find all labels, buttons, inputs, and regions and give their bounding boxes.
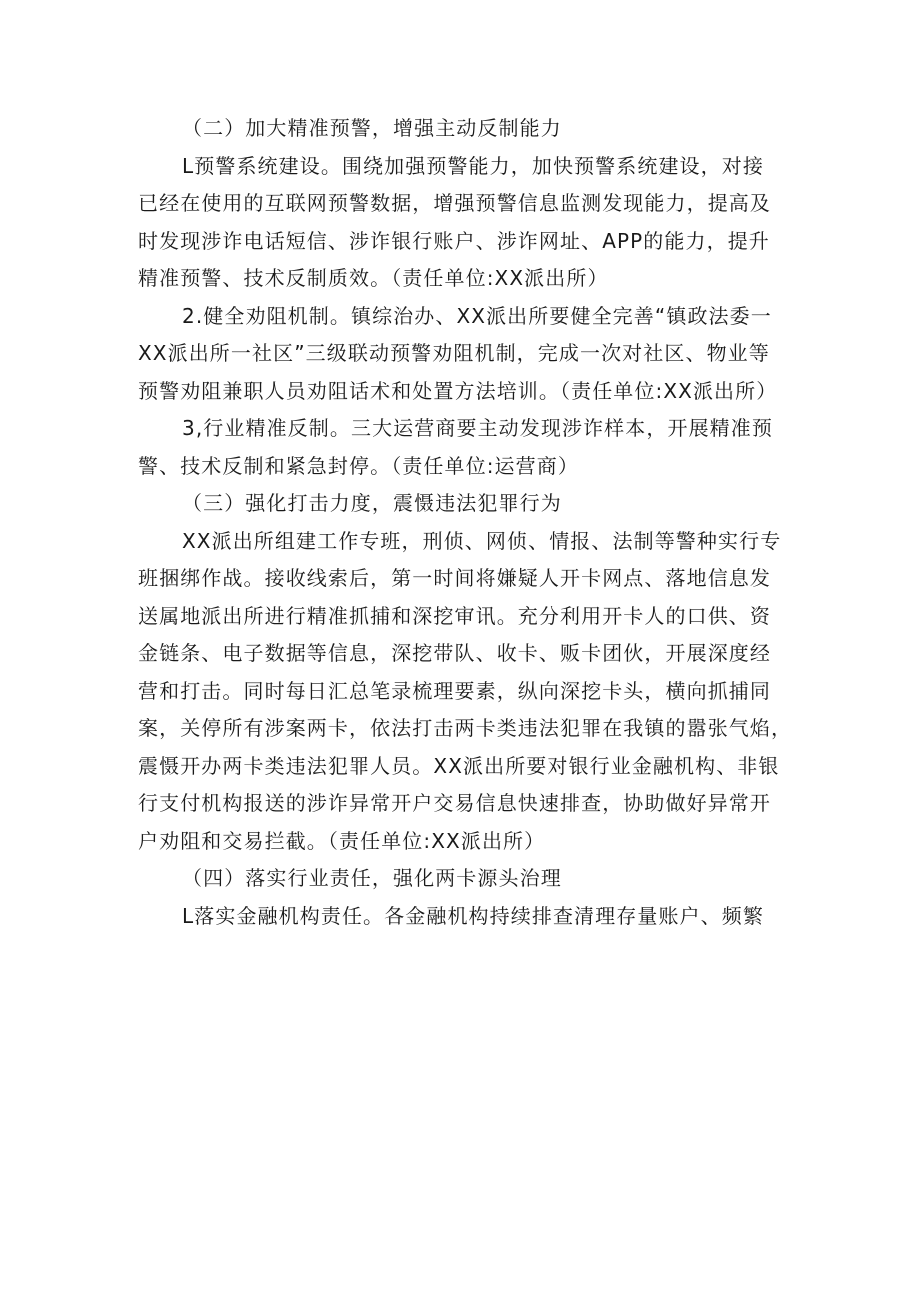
paragraph-line: L预警系统建设。围绕加强预警能力，加快预警系统建设，对接: [182, 153, 764, 178]
paragraph-line: 班捆绑作战。接收线索后，第一时间将嫌疑人开卡网点、落地信息发: [138, 566, 771, 590]
paragraph-line: 精准预警、技术反制质效。（责任单位:XX派出所）: [138, 266, 609, 290]
section-heading-2: （二）加大精准预警，增强主动反制能力: [182, 116, 562, 140]
section-heading-4: （四）落实行业责任，强化两卡源头治理: [182, 866, 562, 890]
paragraph-line: 警、技术反制和紧急封停。（责任单位:运营商）: [138, 453, 579, 478]
paragraph-line: XX派出所组建工作专班，刑侦、网侦、情报、法制等警种实行专: [182, 528, 782, 553]
paragraph-line: XX派出所一社区”三级联动预警劝阻机制，完成一次对社区、物业等: [138, 341, 770, 365]
paragraph-line: 营和打击。同时每日汇总笔录梳理要素，纵向深挖卡头，横向抓捕同: [138, 678, 771, 703]
paragraph-line: 2.健全劝阻机制。镇综治办、XX派出所要健全完善“镇政法委一: [182, 303, 772, 328]
paragraph-line: 预警劝阻兼职人员劝阻话术和处置方法培训。（责任单位:XX派出所）: [138, 378, 778, 403]
paragraph-line: 已经在使用的互联网预警数据，增强预警信息监测发现能力，提高及: [138, 191, 771, 215]
section-heading-3: （三）强化打击力度，震慑违法犯罪行为: [182, 491, 562, 515]
paragraph-line: 时发现涉诈电话短信、涉诈银行账户、涉诈网址、APP的能力，提升: [138, 228, 770, 253]
paragraph-line: L落实金融机构责任。各金融机构持续排查清理存量账户、频繁: [182, 903, 764, 928]
paragraph-line: 金链条、电子数据等信息，深挖带队、收卡、贩卡团伙，开展深度经: [138, 641, 771, 665]
paragraph-line: 3,行业精准反制。三大运营商要主动发现涉诈样本，开展精准预: [182, 416, 773, 440]
paragraph-line: 案，关停所有涉案两卡，依法打击两卡类违法犯罪在我镇的嚣张气焰，: [138, 716, 793, 740]
document-body: [138, 110, 798, 935]
paragraph-line: 行支付机构报送的涉诈异常开户交易信息快速排查，协助做好异常开: [138, 791, 771, 815]
paragraph-line: 送属地派出所进行精准抓捕和深挖审讯。充分利用开卡人的口供、资: [138, 603, 771, 628]
paragraph-line: 震慑开办两卡类违法犯罪人员。XX派出所要对银行业金融机构、非银: [138, 753, 780, 778]
paragraph-line: 户劝阻和交易拦截。（责任单位:XX派出所）: [138, 828, 546, 853]
